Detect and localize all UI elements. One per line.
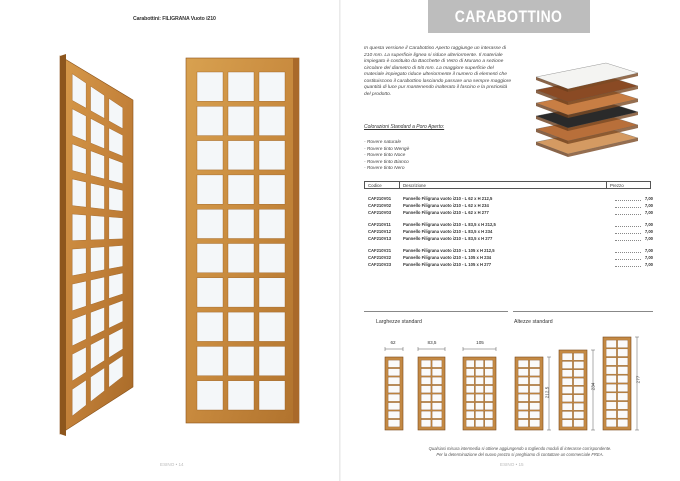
row-code: CAF210V13 xyxy=(368,236,392,241)
straight-panel-pane xyxy=(259,72,285,101)
heights-label: Altezze standard xyxy=(514,319,553,325)
size-panel xyxy=(418,357,445,430)
color-item: - Rovere naturale xyxy=(364,140,402,145)
header-code: Codice xyxy=(365,182,400,188)
straight-panel-pane xyxy=(228,72,254,101)
footnote xyxy=(380,446,660,458)
widths-rule xyxy=(364,311,508,312)
table-row xyxy=(364,221,653,228)
table-row xyxy=(364,209,653,216)
angled-panel-pane xyxy=(72,248,86,276)
table-row xyxy=(364,195,653,202)
angled-panel-pane xyxy=(91,247,105,273)
width-value-83: 83,5 xyxy=(427,340,437,345)
straight-panel-pane xyxy=(259,209,285,238)
row-description: Pannello Filigrana vuoto i210 - L 105 x H 212,5 xyxy=(403,248,495,253)
row-price: 7,00 xyxy=(644,236,653,241)
row-code: CAF210V23 xyxy=(368,262,392,267)
row-description: Pannello Filigrana vuoto i210 - L 105 x H 277 xyxy=(403,262,492,267)
standard-sizes-diagram xyxy=(365,335,665,445)
width-value-62: 62 xyxy=(390,340,396,345)
header-description: Descrizione xyxy=(400,182,607,188)
row-code: CAF210V03 xyxy=(368,210,392,215)
row-description: Pannello Filigrana vuoto i210 - L 83,5 x H 212,5 xyxy=(403,222,496,227)
straight-panel-pane xyxy=(228,381,254,410)
angled-panel-pane xyxy=(91,151,105,179)
row-price: 7,00 xyxy=(644,255,653,260)
straight-panel-pane xyxy=(259,106,285,135)
row-code: CAF210V22 xyxy=(368,255,392,260)
straight-panel-pane xyxy=(259,175,285,204)
row-price: 7,00 xyxy=(644,210,653,215)
footnote-line-2: Per la determinazione del nuovo prezzo si preghiamo di contattare un commerciale FREA. xyxy=(436,452,604,457)
table-row xyxy=(364,235,653,242)
header-price: Prezzo xyxy=(610,183,624,188)
size-panel xyxy=(463,357,496,430)
size-panel xyxy=(515,357,543,430)
straight-panel-pane xyxy=(228,346,254,375)
angled-panel-pane xyxy=(109,187,123,211)
color-item: - Rovere tinto Noce xyxy=(364,153,406,159)
straight-panel-pane xyxy=(228,209,254,238)
section-title-bar xyxy=(428,0,590,33)
angled-panel-pane xyxy=(72,214,86,241)
straight-panel-pane xyxy=(197,346,223,375)
color-swatch-stack xyxy=(528,48,648,158)
height-value-212: 212,5 xyxy=(544,386,550,399)
heights-rule xyxy=(513,311,653,312)
straight-panel-pane xyxy=(228,175,254,204)
row-price: 7,00 xyxy=(644,262,653,267)
footnote-line-1: Qualsiasi misura intermedia si ottiene aggiungendo o togliendo moduli di interasse corrispondente. xyxy=(428,446,612,451)
row-price: 7,00 xyxy=(644,229,653,234)
straight-panel-pane xyxy=(228,278,254,307)
intro-paragraph: In questa versione il Carabottino Aperto raggiunge un interasse di 210 mm. La superficie lignea si riduce ulteriormente. Il materiale impiegato è costituito da Bacchette di Vetro di Murano a sezione circolare del diametro di 5/6 mm. La maggiore superficie del materiale impiegato riduce ulteriormente il numero di elementi che costituiscono il carabottino lasciando passare una sempre maggiore quantità di luce pur mantenendo inalterato il fascino e la preziosità del prodotto. xyxy=(364,46,512,97)
table-row xyxy=(364,228,653,235)
left-page-header: Carabottini: FILIGRANA Vuoto i210 xyxy=(133,16,216,22)
straight-panel-pane xyxy=(197,141,223,170)
section-title: CARABOTTINO xyxy=(455,6,563,26)
widths-label: Larghezze standard xyxy=(376,319,422,325)
table-row xyxy=(364,261,653,268)
angled-panel-pane xyxy=(72,281,86,311)
row-code: CAF210V02 xyxy=(368,203,392,208)
row-description: Pannello Filigrana vuoto i210 - L 62 x H 277 xyxy=(403,210,489,215)
row-description: Pannello Filigrana vuoto i210 - L 83,5 x H 234 xyxy=(403,229,493,234)
straight-panel-pane xyxy=(197,175,223,204)
straight-panel-pane xyxy=(259,141,285,170)
left-page-number: ESINO • 14 xyxy=(160,462,184,467)
straight-panel-pane xyxy=(228,312,254,341)
width-value-105: 105 xyxy=(476,340,484,345)
angled-panel-pane xyxy=(109,217,123,240)
straight-panel-pane xyxy=(259,346,285,375)
straight-panel-pane xyxy=(259,381,285,410)
row-description: Pannello Filigrana vuoto i210 - L 62 x H 234 xyxy=(403,203,489,208)
angled-panel-pane xyxy=(109,273,123,299)
angled-panel-pane xyxy=(91,183,105,209)
straight-panel-pane xyxy=(197,209,223,238)
straight-panel-pane xyxy=(228,106,254,135)
row-price: 7,00 xyxy=(644,203,653,208)
size-panel xyxy=(385,357,403,430)
straight-panel-pane xyxy=(228,244,254,273)
table-row xyxy=(364,254,653,261)
height-value-277: 277 xyxy=(635,375,641,384)
table-row xyxy=(364,247,653,254)
row-price: 7,00 xyxy=(644,248,653,253)
row-description: Pannello Filigrana vuoto i210 - L 105 x H 234 xyxy=(403,255,492,260)
price-table-body xyxy=(364,195,653,268)
straight-panel-pane xyxy=(197,278,223,307)
row-price: 7,00 xyxy=(644,196,653,201)
colors-list xyxy=(364,140,409,173)
table-row xyxy=(364,202,653,209)
straight-panel-pane xyxy=(197,312,223,341)
price-table-header xyxy=(364,181,651,189)
right-page-number: ESINO • 15 xyxy=(500,462,524,467)
row-price: 7,00 xyxy=(644,222,653,227)
row-code: CAF210V12 xyxy=(368,229,392,234)
colors-title: Colorazioni Standard a Poro Aperto: xyxy=(364,124,445,130)
straight-panel-pane xyxy=(259,278,285,307)
straight-panel-pane xyxy=(197,381,223,410)
row-code: CAF210V01 xyxy=(368,196,392,201)
row-description: Pannello Filigrana vuoto i210 - L 62 x H 212,5 xyxy=(403,196,493,201)
straight-panel-pane xyxy=(259,312,285,341)
angled-panel-pane xyxy=(72,179,86,207)
row-code: CAF210V21 xyxy=(368,248,392,253)
color-item: - Rovere tinto Bianco xyxy=(364,159,409,165)
angled-panel-pane xyxy=(91,277,105,305)
color-item: - Rovere tinto Wengè xyxy=(364,146,410,152)
height-value-234: 234 xyxy=(590,382,596,391)
color-item: - Rovere tinto Nero xyxy=(364,166,405,172)
straight-panel-pane xyxy=(197,72,223,101)
row-description: Pannello Filigrana vuoto i210 - L 83,5 x H 277 xyxy=(403,236,493,241)
angled-panel-pane xyxy=(109,245,123,269)
straight-panel-pane xyxy=(197,106,223,135)
straight-panel-pane xyxy=(228,141,254,170)
straight-panel-pane xyxy=(197,244,223,273)
straight-panel-pane xyxy=(259,244,285,273)
page-spine xyxy=(339,0,341,481)
row-code: CAF210V11 xyxy=(368,222,391,227)
angled-panel-pane xyxy=(91,215,105,240)
angled-panel-pane xyxy=(72,144,86,174)
